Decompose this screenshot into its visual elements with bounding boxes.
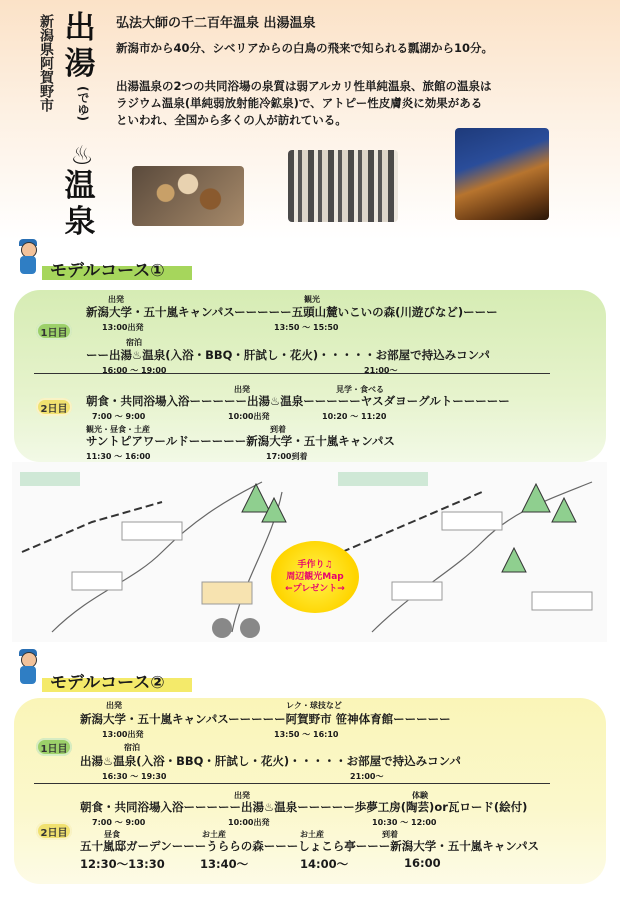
present-line-3: ←プレゼント→ xyxy=(285,584,345,594)
map-right-box-3 xyxy=(532,592,592,610)
c1-d2-time-5: 17:00到着 xyxy=(266,452,308,461)
guide-character-icon-2 xyxy=(18,652,40,686)
c1-d1-depart-note: 出発 xyxy=(108,295,124,304)
c2-d2-time-7: 16:00 xyxy=(404,856,441,870)
c2-d2-time-2: 10:00出発 xyxy=(228,818,270,827)
page-title: 弘法大師の千二百年温泉 出湯温泉 xyxy=(116,16,316,31)
c2-d1-stay-note: 宿泊 xyxy=(124,743,140,752)
intro-text-2-line-3: といわれ、全国から多くの人が訪れている。 xyxy=(116,113,347,127)
course2-title: モデルコース② xyxy=(50,673,165,693)
c1-d2-depart-note: 出発 xyxy=(234,385,250,394)
map-left-box-2 xyxy=(72,572,122,590)
intro-text-2-line-2: ラジウム温泉(単純弱放射能冷鉱泉)で、アトピー性皮膚炎に効果がある xyxy=(116,96,483,110)
course2-day-divider xyxy=(34,783,550,784)
c2-d2-time-3: 10:30 〜 12:00 xyxy=(372,818,437,827)
c2-d2-route-2: 五十嵐邸ガーデンーーーうららの森ーーーしょこら亭ーーー新潟大学・五十嵐キャンパス xyxy=(80,839,539,853)
c2-d2-depart-note: 出発 xyxy=(234,791,250,800)
onsen-reading: (でゆ) xyxy=(76,86,90,121)
c2-d2-arrive-note: 到着 xyxy=(382,830,398,839)
c2-d2-lunch-note: 昼食 xyxy=(104,830,120,839)
c2-d1-time-1: 13:00出発 xyxy=(102,730,144,739)
c2-d2-time-1: 7:00 〜 9:00 xyxy=(92,818,146,827)
course2-day1-badge: 1日目 xyxy=(36,738,72,756)
course1-day1-badge: 1日目 xyxy=(36,322,72,340)
map-left-mark-1 xyxy=(212,618,232,638)
map-right-title-bg xyxy=(338,472,428,486)
course1-day-divider xyxy=(34,373,550,374)
c1-d2-time-3: 10:20 〜 11:20 xyxy=(322,412,387,421)
c1-d2-arrive-note: 到着 xyxy=(270,425,286,434)
c2-d1-time-3: 16:30 〜 19:30 xyxy=(102,772,167,781)
onsen-name-char-1: 出 xyxy=(64,10,96,46)
c1-d2-time-2: 10:00出発 xyxy=(228,412,270,421)
c2-d1-time-2: 13:50 〜 16:10 xyxy=(274,730,339,739)
c2-d2-souvenir-note-1: お土産 xyxy=(202,830,226,839)
map-left-mountain-1 xyxy=(242,484,270,512)
c2-d2-time-4: 12:30〜13:30 xyxy=(80,857,165,871)
c1-d1-time-2: 13:50 〜 15:50 xyxy=(274,323,339,332)
map-left-note xyxy=(202,582,252,604)
intro-text-2-line-1: 出湯温泉の2つの共同浴場の泉質は弱アルカリ性単純温泉、旅館の温泉は xyxy=(116,79,492,93)
c2-d2-souvenir-note-2: お土産 xyxy=(300,830,324,839)
onsen-char-2: 泉 xyxy=(64,204,96,240)
prefecture-label: 新潟県阿賀野市 xyxy=(38,14,54,112)
c1-d1-route-2: ーー出湯♨温泉(入浴・BBQ・肝試し・花火)・・・・・お部屋で持込みコンパ xyxy=(86,348,490,362)
present-badge xyxy=(271,541,359,613)
c2-d2-time-6: 14:00〜 xyxy=(300,857,349,871)
course2-day2-badge: 2日目 xyxy=(36,822,72,840)
c2-d2-route-1: 朝食・共同浴場入浴ーーーーー出湯♨温泉ーーーーー歩夢工房(陶芸)or瓦ロード(絵付) xyxy=(80,800,528,814)
map-right-box-2 xyxy=(392,582,442,600)
onsen-char-1: 温 xyxy=(64,168,96,204)
c2-d1-depart-note: 出発 xyxy=(106,701,122,710)
map-left-title-bg xyxy=(20,472,80,486)
hot-spring-icon: ♨ xyxy=(70,141,94,171)
course1-title-block xyxy=(50,256,165,281)
map-left-box-1 xyxy=(122,522,182,540)
c2-d2-time-5: 13:40〜 xyxy=(200,857,249,871)
map-left-road xyxy=(52,482,262,632)
present-line-2: 周辺観光Map xyxy=(286,572,344,582)
c2-d1-route-2: 出湯♨温泉(入浴・BBQ・肝試し・花火)・・・・・お部屋で持込みコンパ xyxy=(80,754,461,768)
c1-d1-route-1: 新潟大学・五十嵐キャンパスーーーーー五頭山麓いこいの森(川遊びなど)ーーー xyxy=(86,305,498,319)
c1-d2-time-4: 11:30 〜 16:00 xyxy=(86,452,151,461)
course2-title-block xyxy=(50,668,165,693)
map-right-mountain-2 xyxy=(552,498,576,522)
map-right-mountain-3 xyxy=(502,548,526,572)
map-left-mark-2 xyxy=(240,618,260,638)
c2-d1-route-1: 新潟大学・五十嵐キャンパスーーーーー阿賀野市 笹神体育館ーーーーー xyxy=(80,712,451,726)
map-right-mountain-1 xyxy=(522,484,550,512)
course1-day2-badge: 2日目 xyxy=(36,398,72,416)
present-line-1: 手作り♫ xyxy=(297,560,333,570)
guide-character-icon xyxy=(18,242,40,276)
food-photo xyxy=(132,166,244,226)
c1-d2-eat-note: 見学・食べる xyxy=(336,385,384,394)
c1-d1-stay-note: 宿泊 xyxy=(126,338,142,347)
onsen-name-char-2: 湯 xyxy=(64,46,96,82)
map-right-box-1 xyxy=(442,512,502,530)
c1-d2-lead-note: 観光・昼食・土産 xyxy=(86,425,150,434)
course1-title: モデルコース① xyxy=(50,261,165,281)
c1-d2-route-2: サントピアワールドーーーーー新潟大学・五十嵐キャンパス xyxy=(86,434,395,448)
c1-d2-route-1: 朝食・共同浴場入浴ーーーーー出湯♨温泉ーーーーーヤスダヨーグルトーーーーー xyxy=(86,394,510,408)
intro-text-1: 新潟市から40分、シベリアからの白鳥の飛来で知られる瓢湖から10分。 xyxy=(116,41,494,55)
c1-d1-time-1: 13:00出発 xyxy=(102,323,144,332)
group-photo xyxy=(288,150,398,222)
c2-d2-exp-note: 体験 xyxy=(412,791,428,800)
c1-d1-sight-note: 観光 xyxy=(304,295,320,304)
c2-d1-time-4: 21:00〜 xyxy=(350,772,384,781)
c2-d1-rec-note: レク・球技など xyxy=(286,701,342,710)
c1-d1-time-4: 21:00〜 xyxy=(364,366,398,375)
c1-d1-time-3: 16:00 〜 19:00 xyxy=(102,366,167,375)
onsen-building-photo xyxy=(455,128,549,220)
c1-d2-time-1: 7:00 〜 9:00 xyxy=(92,412,146,421)
